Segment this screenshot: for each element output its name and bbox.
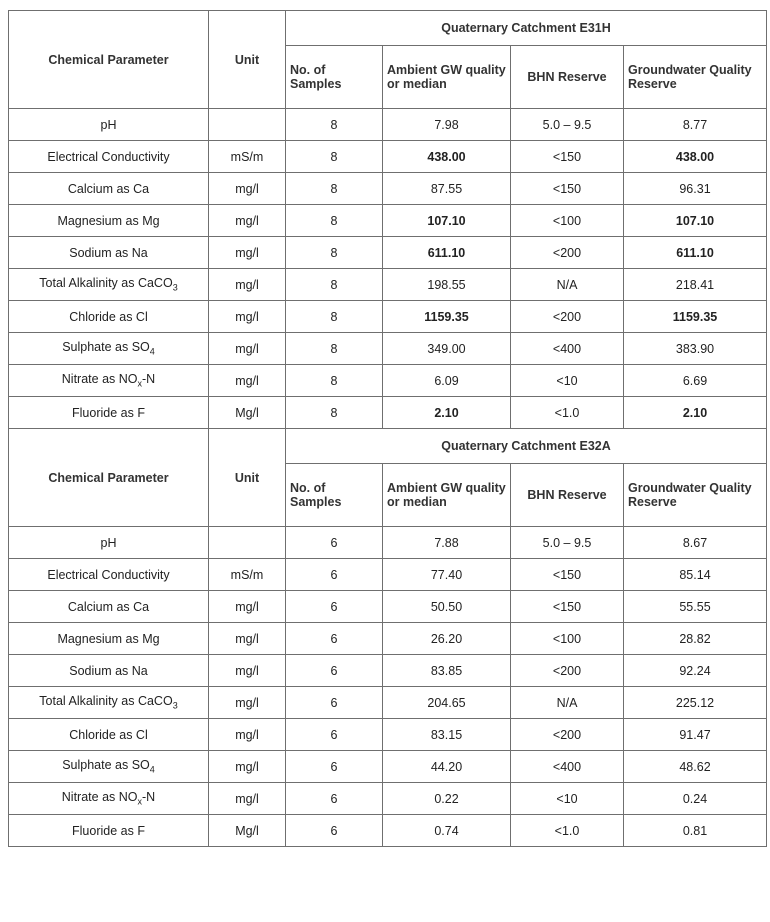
cell-samples: 8 bbox=[286, 141, 383, 173]
cell-gwq: 611.10 bbox=[624, 237, 767, 269]
cell-parameter: Fluoride as F bbox=[9, 397, 209, 429]
cell-samples: 6 bbox=[286, 655, 383, 687]
cell-parameter: Sulphate as $SO_4$ bbox=[9, 751, 209, 783]
table-row bbox=[9, 815, 767, 847]
header-no-of-samples: No. of Samples bbox=[286, 46, 383, 109]
cell-ambient: 0.74 bbox=[383, 815, 511, 847]
cell-parameter: Nitrate as $NO_x-N$ bbox=[9, 783, 209, 815]
cell-unit: mS/m bbox=[209, 141, 286, 173]
cell-gwq: 438.00 bbox=[624, 141, 767, 173]
cell-bhn: <200 bbox=[511, 237, 624, 269]
cell-gwq: 92.24 bbox=[624, 655, 767, 687]
cell-gwq: 6.69 bbox=[624, 365, 767, 397]
cell-unit: Mg/l bbox=[209, 815, 286, 847]
cell-ambient: 83.15 bbox=[383, 719, 511, 751]
header-ambient-gw: Ambient GW quality or median bbox=[383, 46, 511, 109]
cell-parameter: Chloride as Cl bbox=[9, 719, 209, 751]
table-row bbox=[9, 237, 767, 269]
cell-unit: mS/m bbox=[209, 559, 286, 591]
cell-ambient: 438.00 bbox=[383, 141, 511, 173]
table-row bbox=[9, 591, 767, 623]
table-row bbox=[9, 655, 767, 687]
cell-parameter: pH bbox=[9, 109, 209, 141]
cell-bhn: <150 bbox=[511, 559, 624, 591]
cell-ambient: 611.10 bbox=[383, 237, 511, 269]
cell-parameter: Electrical Conductivity bbox=[9, 559, 209, 591]
cell-parameter: Total Alkalinity as CaCO$_3$ bbox=[9, 269, 209, 301]
cell-bhn: <100 bbox=[511, 623, 624, 655]
cell-samples: 8 bbox=[286, 205, 383, 237]
cell-unit: mg/l bbox=[209, 333, 286, 365]
header-unit: Unit bbox=[209, 429, 286, 527]
table-row bbox=[9, 301, 767, 333]
cell-samples: 6 bbox=[286, 751, 383, 783]
cell-ambient: 26.20 bbox=[383, 623, 511, 655]
water-quality-table bbox=[8, 10, 767, 847]
cell-samples: 6 bbox=[286, 623, 383, 655]
cell-samples: 8 bbox=[286, 109, 383, 141]
cell-samples: 8 bbox=[286, 237, 383, 269]
cell-unit: mg/l bbox=[209, 237, 286, 269]
cell-ambient: 50.50 bbox=[383, 591, 511, 623]
table-row bbox=[9, 559, 767, 591]
header-bhn-reserve: BHN Reserve bbox=[511, 46, 624, 109]
cell-unit bbox=[209, 109, 286, 141]
cell-samples: 6 bbox=[286, 687, 383, 719]
table-row bbox=[9, 783, 767, 815]
cell-ambient: 1159.35 bbox=[383, 301, 511, 333]
header-chemical-parameter: Chemical Parameter bbox=[9, 429, 209, 527]
header-row bbox=[9, 429, 767, 464]
cell-samples: 8 bbox=[286, 173, 383, 205]
cell-unit bbox=[209, 527, 286, 559]
cell-unit: mg/l bbox=[209, 687, 286, 719]
cell-unit: mg/l bbox=[209, 655, 286, 687]
cell-ambient: 44.20 bbox=[383, 751, 511, 783]
cell-bhn: <400 bbox=[511, 333, 624, 365]
cell-unit: Mg/l bbox=[209, 397, 286, 429]
cell-ambient: 107.10 bbox=[383, 205, 511, 237]
header-catchment: Quaternary Catchment E31H bbox=[286, 11, 767, 46]
table-row bbox=[9, 687, 767, 719]
cell-parameter: Magnesium as Mg bbox=[9, 205, 209, 237]
table-row bbox=[9, 173, 767, 205]
cell-ambient: 0.22 bbox=[383, 783, 511, 815]
cell-unit: mg/l bbox=[209, 783, 286, 815]
cell-bhn: 5.0 – 9.5 bbox=[511, 109, 624, 141]
cell-ambient: 6.09 bbox=[383, 365, 511, 397]
cell-bhn: <10 bbox=[511, 365, 624, 397]
header-no-of-samples: No. of Samples bbox=[286, 464, 383, 527]
table-row bbox=[9, 269, 767, 301]
cell-bhn: <200 bbox=[511, 301, 624, 333]
cell-samples: 8 bbox=[286, 365, 383, 397]
header-catchment: Quaternary Catchment E32A bbox=[286, 429, 767, 464]
cell-parameter: Calcium as Ca bbox=[9, 173, 209, 205]
cell-parameter: Calcium as Ca bbox=[9, 591, 209, 623]
cell-unit: mg/l bbox=[209, 173, 286, 205]
cell-samples: 6 bbox=[286, 527, 383, 559]
cell-samples: 6 bbox=[286, 815, 383, 847]
cell-unit: mg/l bbox=[209, 365, 286, 397]
cell-gwq: 218.41 bbox=[624, 269, 767, 301]
table-row bbox=[9, 527, 767, 559]
cell-parameter: pH bbox=[9, 527, 209, 559]
cell-bhn: <1.0 bbox=[511, 815, 624, 847]
cell-gwq: 91.47 bbox=[624, 719, 767, 751]
cell-bhn: <200 bbox=[511, 719, 624, 751]
cell-ambient: 7.98 bbox=[383, 109, 511, 141]
header-ambient-gw: Ambient GW quality or median bbox=[383, 464, 511, 527]
cell-gwq: 48.62 bbox=[624, 751, 767, 783]
cell-unit: mg/l bbox=[209, 623, 286, 655]
cell-parameter: Fluoride as F bbox=[9, 815, 209, 847]
cell-gwq: 55.55 bbox=[624, 591, 767, 623]
cell-ambient: 2.10 bbox=[383, 397, 511, 429]
cell-parameter: Total Alkalinity as CaCO$_3$ bbox=[9, 687, 209, 719]
cell-ambient: 7.88 bbox=[383, 527, 511, 559]
cell-gwq: 2.10 bbox=[624, 397, 767, 429]
cell-samples: 6 bbox=[286, 783, 383, 815]
cell-bhn: <150 bbox=[511, 591, 624, 623]
cell-bhn: N/A bbox=[511, 687, 624, 719]
cell-gwq: 8.67 bbox=[624, 527, 767, 559]
cell-gwq: 1159.35 bbox=[624, 301, 767, 333]
cell-unit: mg/l bbox=[209, 301, 286, 333]
cell-gwq: 0.81 bbox=[624, 815, 767, 847]
cell-bhn: <150 bbox=[511, 173, 624, 205]
cell-gwq: 0.24 bbox=[624, 783, 767, 815]
table-row bbox=[9, 333, 767, 365]
cell-bhn: <1.0 bbox=[511, 397, 624, 429]
cell-ambient: 77.40 bbox=[383, 559, 511, 591]
header-row bbox=[9, 11, 767, 46]
cell-gwq: 225.12 bbox=[624, 687, 767, 719]
cell-ambient: 83.85 bbox=[383, 655, 511, 687]
cell-ambient: 204.65 bbox=[383, 687, 511, 719]
cell-parameter: Chloride as Cl bbox=[9, 301, 209, 333]
cell-parameter: Sulphate as $SO_4$ bbox=[9, 333, 209, 365]
table-row bbox=[9, 205, 767, 237]
document-page bbox=[8, 10, 766, 847]
cell-parameter: Magnesium as Mg bbox=[9, 623, 209, 655]
cell-parameter: Nitrate as $NO_x-N$ bbox=[9, 365, 209, 397]
table-row bbox=[9, 365, 767, 397]
cell-parameter: Electrical Conductivity bbox=[9, 141, 209, 173]
cell-gwq: 383.90 bbox=[624, 333, 767, 365]
cell-samples: 6 bbox=[286, 719, 383, 751]
cell-ambient: 87.55 bbox=[383, 173, 511, 205]
cell-unit: mg/l bbox=[209, 269, 286, 301]
cell-samples: 8 bbox=[286, 301, 383, 333]
cell-samples: 6 bbox=[286, 591, 383, 623]
cell-samples: 8 bbox=[286, 269, 383, 301]
table-row bbox=[9, 109, 767, 141]
cell-bhn: <100 bbox=[511, 205, 624, 237]
cell-gwq: 85.14 bbox=[624, 559, 767, 591]
header-groundwater-quality-reserve: Groundwater Quality Reserve bbox=[624, 464, 767, 527]
cell-ambient: 198.55 bbox=[383, 269, 511, 301]
header-bhn-reserve: BHN Reserve bbox=[511, 464, 624, 527]
cell-unit: mg/l bbox=[209, 205, 286, 237]
cell-gwq: 96.31 bbox=[624, 173, 767, 205]
cell-samples: 8 bbox=[286, 397, 383, 429]
cell-bhn: 5.0 – 9.5 bbox=[511, 527, 624, 559]
header-chemical-parameter: Chemical Parameter bbox=[9, 11, 209, 109]
cell-unit: mg/l bbox=[209, 591, 286, 623]
cell-ambient: 349.00 bbox=[383, 333, 511, 365]
table-row bbox=[9, 751, 767, 783]
header-groundwater-quality-reserve: Groundwater Quality Reserve bbox=[624, 46, 767, 109]
cell-bhn: <10 bbox=[511, 783, 624, 815]
cell-gwq: 107.10 bbox=[624, 205, 767, 237]
table-row bbox=[9, 719, 767, 751]
cell-samples: 8 bbox=[286, 333, 383, 365]
cell-gwq: 8.77 bbox=[624, 109, 767, 141]
header-unit: Unit bbox=[209, 11, 286, 109]
table-row bbox=[9, 397, 767, 429]
cell-unit: mg/l bbox=[209, 719, 286, 751]
cell-gwq: 28.82 bbox=[624, 623, 767, 655]
cell-bhn: N/A bbox=[511, 269, 624, 301]
cell-bhn: <400 bbox=[511, 751, 624, 783]
cell-bhn: <150 bbox=[511, 141, 624, 173]
table-body bbox=[9, 11, 767, 847]
table-row bbox=[9, 623, 767, 655]
cell-samples: 6 bbox=[286, 559, 383, 591]
cell-parameter: Sodium as Na bbox=[9, 655, 209, 687]
cell-unit: mg/l bbox=[209, 751, 286, 783]
cell-parameter: Sodium as Na bbox=[9, 237, 209, 269]
cell-bhn: <200 bbox=[511, 655, 624, 687]
table-row bbox=[9, 141, 767, 173]
